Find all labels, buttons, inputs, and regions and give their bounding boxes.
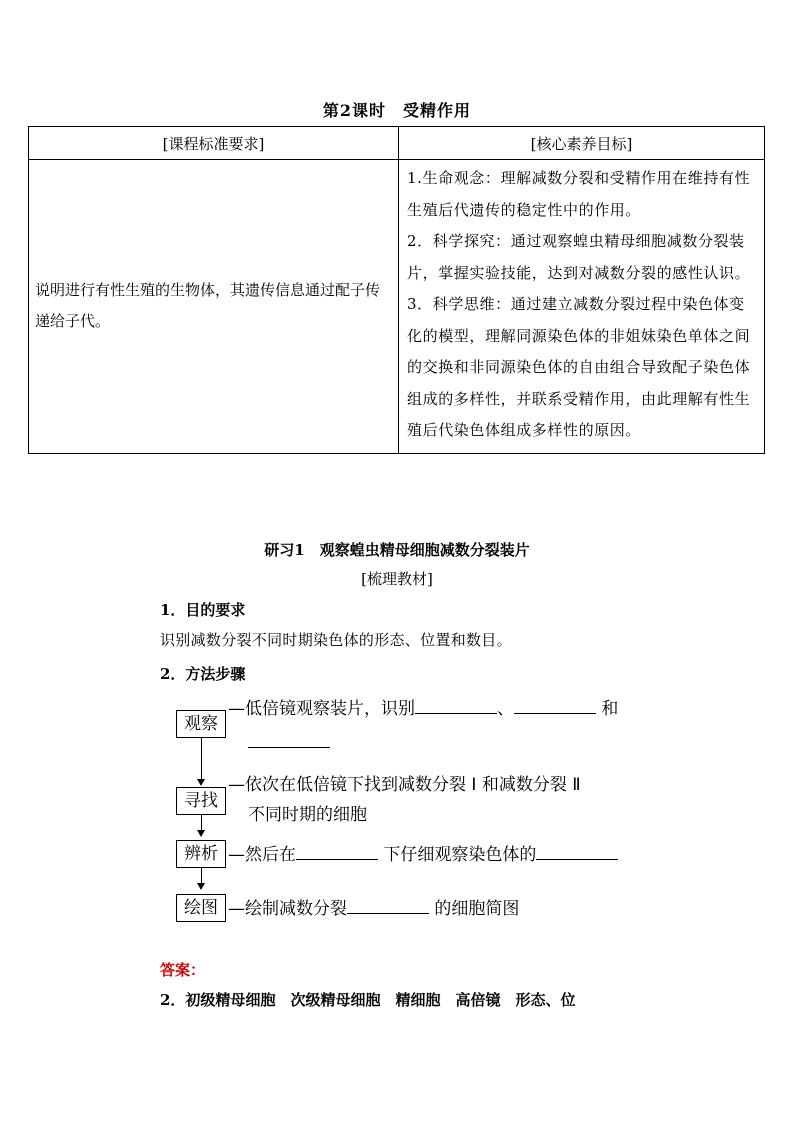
standard-requirement-text: 说明进行有性生殖的生物体，其遗传信息通过配子传递给子代。: [29, 160, 399, 454]
step-box-find: 寻找: [176, 787, 226, 815]
step-text-observe-line2: [248, 728, 330, 758]
blank[interactable]: [296, 841, 378, 860]
connector-line: [201, 815, 202, 831]
step-text-draw: —绘制减数分裂 的细胞简图: [228, 894, 519, 924]
blank[interactable]: [248, 729, 330, 748]
step-text-observe: —低倍镜观察装片，识别 、 和: [228, 694, 618, 724]
item2-heading: 2．方法步骤: [160, 665, 246, 683]
method-flowchart: [150, 690, 710, 940]
col-header-standards: [课程标准要求]: [29, 127, 399, 160]
section-subtitle: [梳理教材]: [361, 570, 433, 588]
table-header-row: [29, 127, 765, 160]
col-header-competency: [核心素养目标]: [399, 127, 765, 160]
answer-label: 答案：: [160, 961, 206, 979]
page-title: 第2课时 受精作用: [322, 101, 472, 120]
blank[interactable]: [415, 695, 497, 714]
goal-item: 3．科学思维：通过建立减数分裂过程中染色体变化的模型，理解同源染色体的非姐妹染色单体之间的交换和非同源染色体的自由组合导致配子染色体组成的多样性，并联系受精作用，由此理解有性生殖后代染色体组成多样性的原因。: [407, 295, 751, 439]
step-box-analyze: 辨析: [176, 840, 226, 868]
item1-heading: 1．目的要求: [160, 601, 246, 619]
step-box-draw: 绘图: [176, 894, 226, 922]
section-title: 研习1 观察蝗虫精母细胞减数分裂装片: [264, 541, 530, 559]
step-text-find: —依次在低倍镜下找到减数分裂 Ⅰ 和减数分裂 Ⅱ: [228, 775, 581, 795]
connector-line: [201, 738, 202, 780]
arrow-down-icon: [197, 779, 205, 786]
step-text-find-line2: 不同时期的细胞: [248, 805, 367, 825]
item1-text: 识别减数分裂不同时期染色体的形态、位置和数目。: [160, 631, 512, 649]
step-text-analyze: —然后在 下仔细观察染色体的: [228, 840, 618, 870]
competency-goals: [399, 160, 765, 454]
blank[interactable]: [347, 895, 429, 914]
step-box-observe: 观察: [176, 710, 226, 738]
blank[interactable]: [514, 695, 596, 714]
table-body-row: [29, 160, 765, 454]
blank[interactable]: [536, 841, 618, 860]
arrow-down-icon: [197, 883, 205, 890]
arrow-down-icon: [197, 830, 205, 837]
answer-text: 2．初级精母细胞 次级精母细胞 精细胞 高倍镜 形态、位: [160, 991, 576, 1009]
connector-line: [201, 868, 202, 884]
standards-table: [28, 126, 765, 454]
goal-item: 1.生命观念：理解减数分裂和受精作用在维持有性生殖后代遗传的稳定性中的作用。: [407, 169, 751, 219]
goal-item: 2．科学探究：通过观察蝗虫精母细胞减数分裂装片，掌握实验技能，达到对减数分裂的感性认识。: [407, 232, 751, 282]
